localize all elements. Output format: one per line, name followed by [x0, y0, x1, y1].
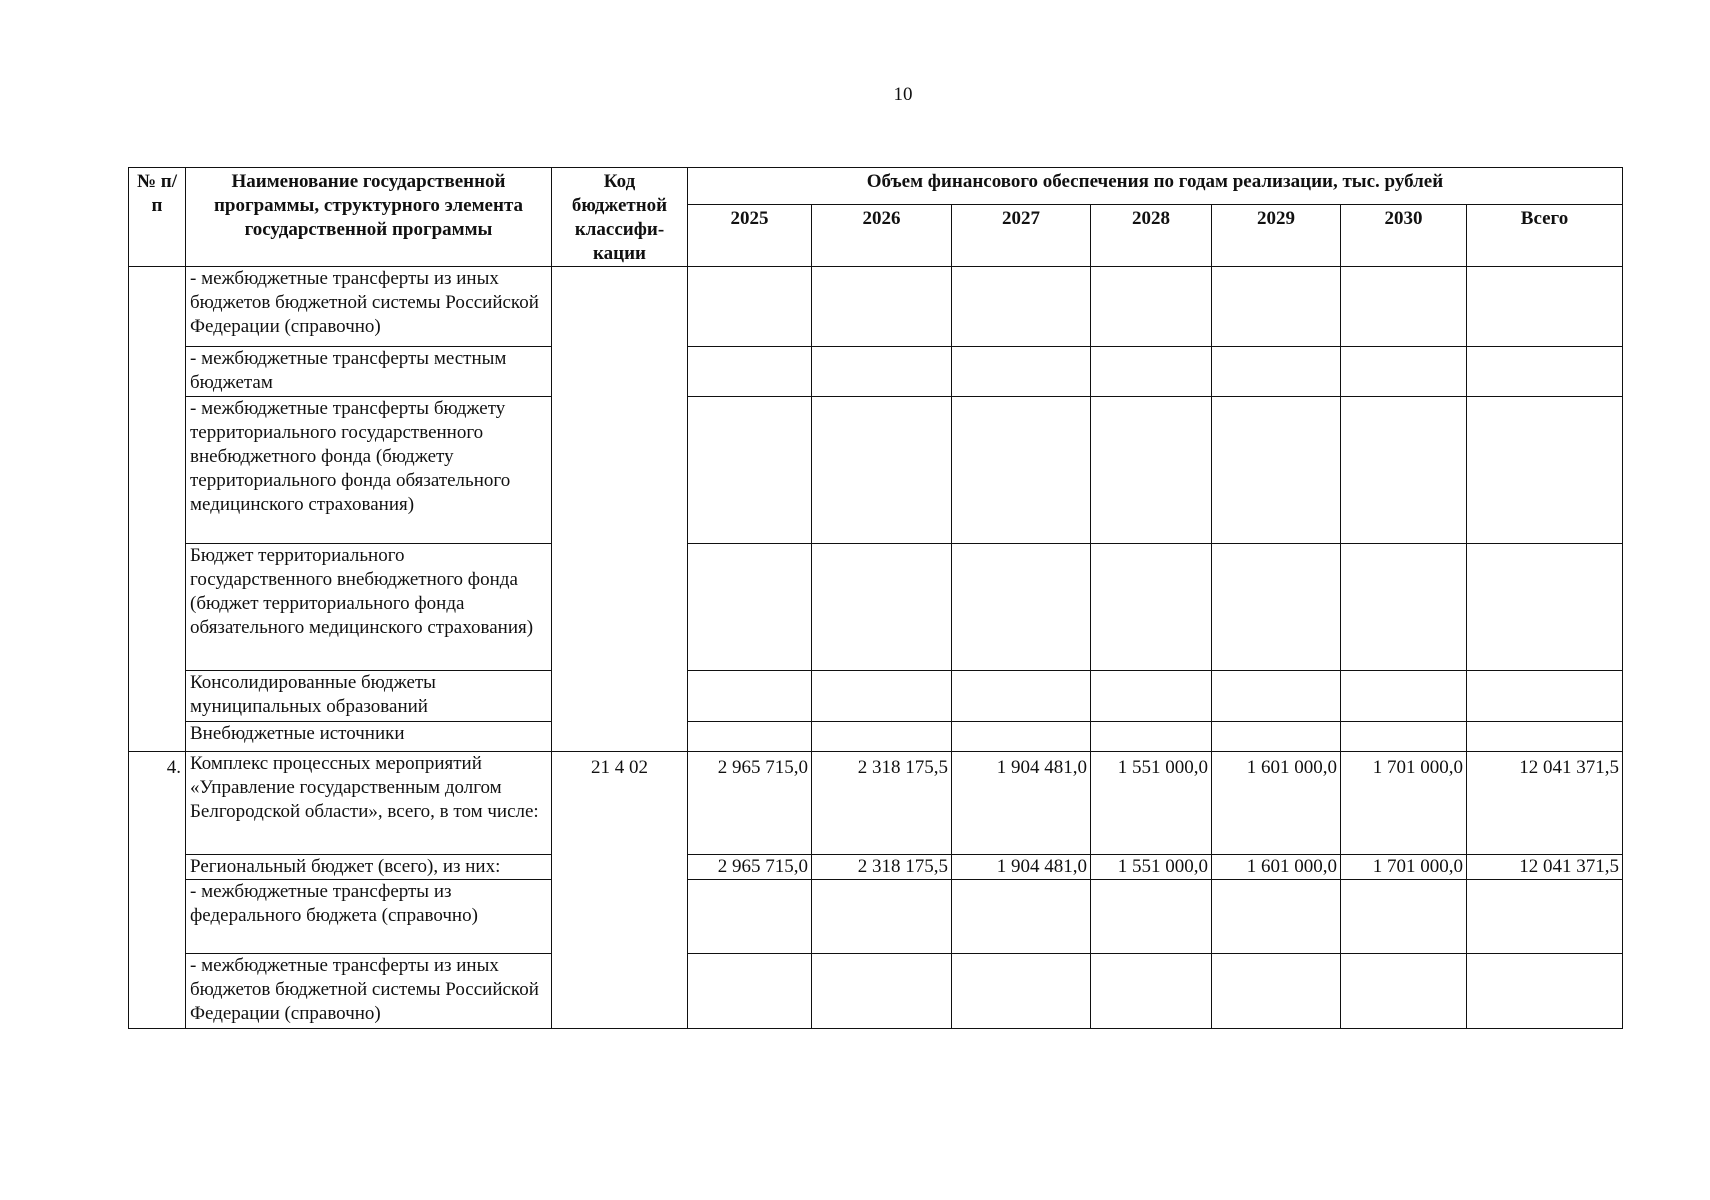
value-cell: 2 965 715,0	[688, 855, 812, 880]
row-name: Комплекс процессных мероприятий «Управление государственным долгом Белгородской области», всего, в том числе:	[186, 752, 552, 855]
table-row	[129, 671, 1623, 722]
value-cell	[1091, 722, 1212, 752]
value-cell	[952, 880, 1091, 954]
value-cell	[1212, 267, 1341, 347]
value-cell: 1 601 000,0	[1212, 855, 1341, 880]
table-row	[129, 752, 1623, 855]
header-year: Всего	[1467, 205, 1623, 267]
table-row	[129, 880, 1623, 954]
value-cell	[1091, 671, 1212, 722]
value-cell	[952, 671, 1091, 722]
value-cell	[812, 722, 952, 752]
row-name: - межбюджетные трансферты местным бюджетам	[186, 347, 552, 397]
value-cell	[1212, 544, 1341, 671]
header-year: 2027	[952, 205, 1091, 267]
value-cell: 2 318 175,5	[812, 752, 952, 855]
value-cell	[1091, 880, 1212, 954]
value-cell	[1212, 397, 1341, 544]
page-number: 10	[893, 84, 913, 105]
row-name: - межбюджетные трансферты из федерального бюджета (справочно)	[186, 880, 552, 954]
value-cell	[812, 347, 952, 397]
value-cell: 1 904 481,0	[952, 752, 1091, 855]
value-cell	[1467, 671, 1623, 722]
value-cell	[1341, 347, 1467, 397]
value-cell	[812, 954, 952, 1029]
row-number: 4.	[129, 752, 186, 1029]
value-cell	[1341, 722, 1467, 752]
value-cell	[1341, 954, 1467, 1029]
row-name: - межбюджетные трансферты бюджету территориального государственного внебюджетного фонда (бюджету территориального фонда обязательного медицинского страхования)	[186, 397, 552, 544]
header-volume: Объем финансового обеспечения по годам реализации, тыс. рублей	[688, 168, 1623, 205]
value-cell	[1341, 397, 1467, 544]
value-cell	[1212, 671, 1341, 722]
value-cell	[952, 267, 1091, 347]
value-cell	[1467, 544, 1623, 671]
value-cell	[1467, 267, 1623, 347]
value-cell	[812, 880, 952, 954]
header-name: Наименование государственной программы, структурного элемента государственной программы	[186, 168, 552, 267]
value-cell	[1091, 397, 1212, 544]
value-cell	[1212, 954, 1341, 1029]
value-cell	[812, 267, 952, 347]
value-cell	[952, 347, 1091, 397]
value-cell	[688, 880, 812, 954]
value-cell	[1341, 880, 1467, 954]
table-row	[129, 397, 1623, 544]
table-row	[129, 855, 1623, 880]
budget-code	[552, 267, 688, 752]
value-cell	[1467, 347, 1623, 397]
value-cell	[952, 954, 1091, 1029]
financing-table	[128, 167, 1623, 1029]
value-cell	[1212, 880, 1341, 954]
value-cell	[952, 722, 1091, 752]
value-cell: 12 041 371,5	[1467, 855, 1623, 880]
value-cell	[952, 544, 1091, 671]
header-year: 2025	[688, 205, 812, 267]
row-name: Консолидированные бюджеты муниципальных образований	[186, 671, 552, 722]
value-cell	[812, 544, 952, 671]
table-row	[129, 347, 1623, 397]
header-year: 2030	[1341, 205, 1467, 267]
header-year: 2028	[1091, 205, 1212, 267]
value-cell	[1091, 544, 1212, 671]
header-no: № п/п	[129, 168, 186, 267]
value-cell	[1341, 671, 1467, 722]
value-cell: 2 965 715,0	[688, 752, 812, 855]
value-cell	[1091, 267, 1212, 347]
value-cell	[688, 671, 812, 722]
value-cell	[1467, 397, 1623, 544]
value-cell: 2 318 175,5	[812, 855, 952, 880]
value-cell	[1212, 347, 1341, 397]
table-row	[129, 954, 1623, 1029]
value-cell: 12 041 371,5	[1467, 752, 1623, 855]
value-cell	[1341, 267, 1467, 347]
table-row	[129, 722, 1623, 752]
header-year: 2026	[812, 205, 952, 267]
value-cell	[1467, 880, 1623, 954]
row-name: - межбюджетные трансферты из иных бюджетов бюджетной системы Российской Федерации (справочно)	[186, 954, 552, 1029]
value-cell: 1 904 481,0	[952, 855, 1091, 880]
value-cell: 1 601 000,0	[1212, 752, 1341, 855]
row-number	[129, 267, 186, 752]
value-cell	[688, 544, 812, 671]
value-cell	[1212, 722, 1341, 752]
value-cell: 1 701 000,0	[1341, 855, 1467, 880]
value-cell	[688, 722, 812, 752]
budget-code: 21 4 02	[552, 752, 688, 1029]
value-cell	[952, 397, 1091, 544]
row-name: - межбюджетные трансферты из иных бюджетов бюджетной системы Российской Федерации (справочно)	[186, 267, 552, 347]
value-cell	[812, 397, 952, 544]
row-name: Региональный бюджет (всего), из них:	[186, 855, 552, 880]
value-cell	[688, 954, 812, 1029]
value-cell	[688, 397, 812, 544]
value-cell	[688, 347, 812, 397]
row-name: Бюджет территориального государственного внебюджетного фонда (бюджет территориального фонда обязательного медицинского страхования)	[186, 544, 552, 671]
table-row	[129, 544, 1623, 671]
value-cell	[1341, 544, 1467, 671]
table-row	[129, 267, 1623, 347]
header-code: Код бюджетной классифи-кации	[552, 168, 688, 267]
row-name: Внебюджетные источники	[186, 722, 552, 752]
value-cell	[812, 671, 952, 722]
value-cell: 1 551 000,0	[1091, 752, 1212, 855]
value-cell	[1467, 722, 1623, 752]
header-year: 2029	[1212, 205, 1341, 267]
value-cell: 1 701 000,0	[1341, 752, 1467, 855]
value-cell	[1091, 347, 1212, 397]
value-cell	[688, 267, 812, 347]
value-cell	[1091, 954, 1212, 1029]
value-cell: 1 551 000,0	[1091, 855, 1212, 880]
value-cell	[1467, 954, 1623, 1029]
